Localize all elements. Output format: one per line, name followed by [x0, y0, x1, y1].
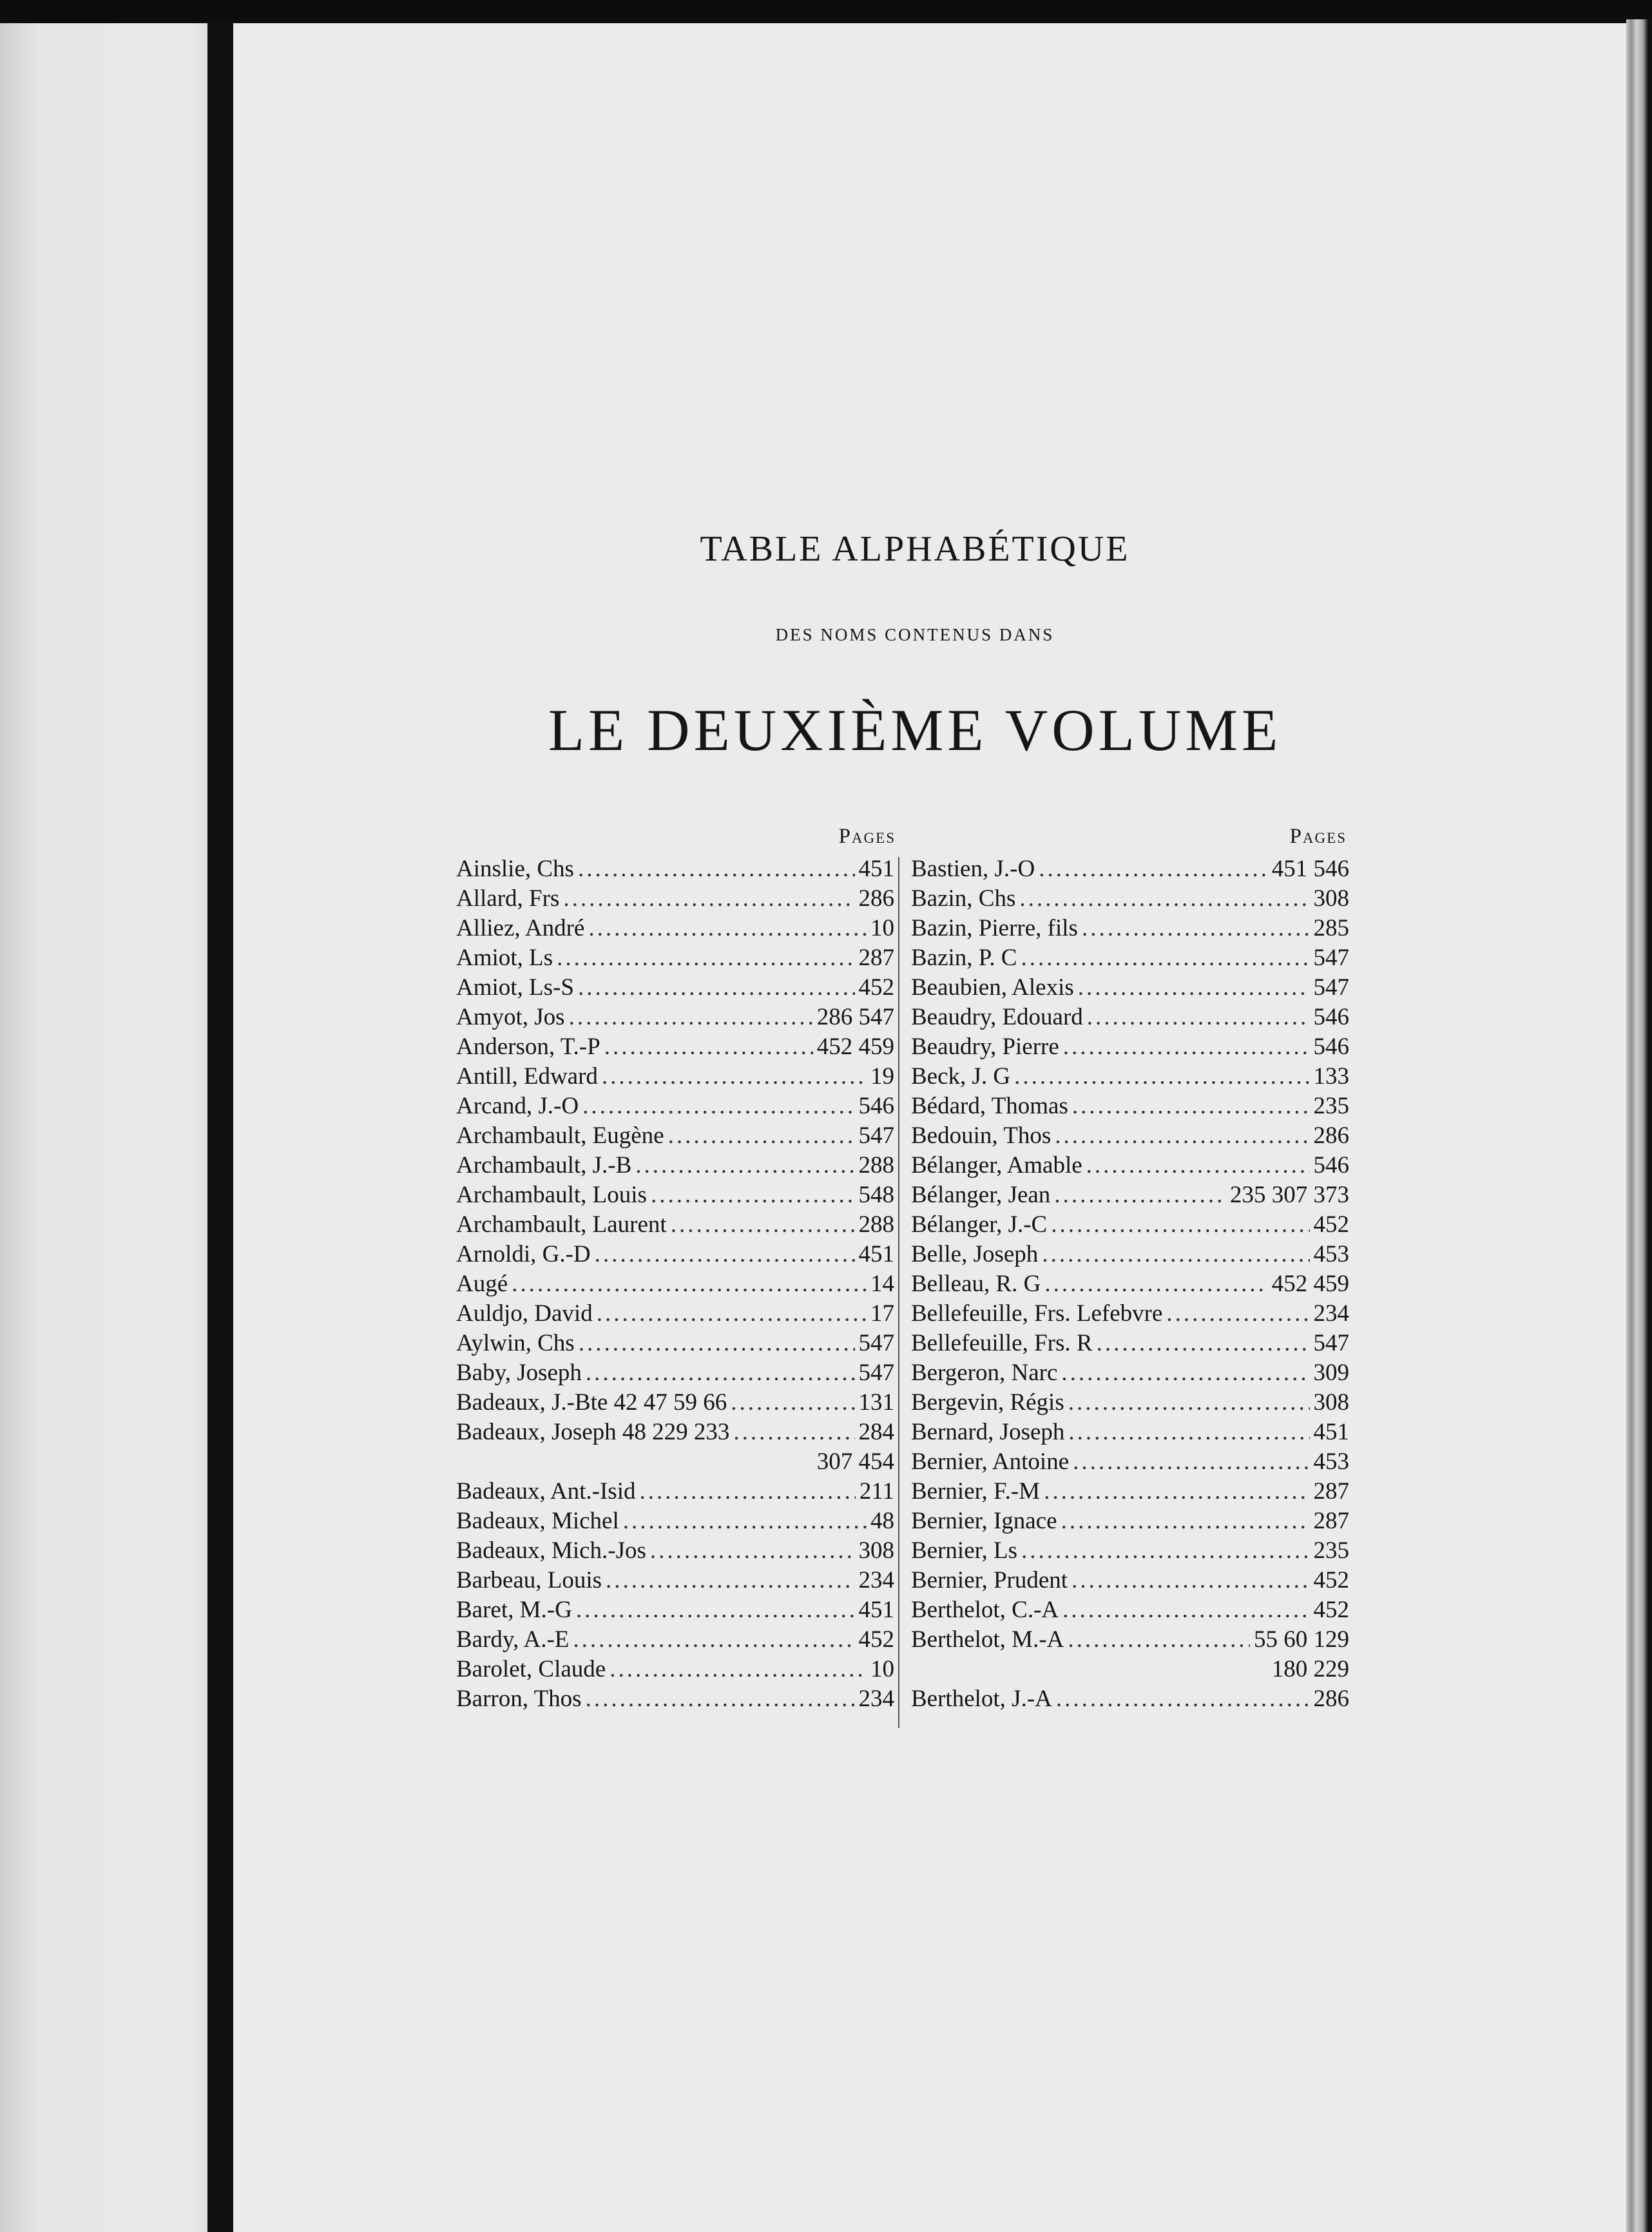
entry-pages: 131 — [858, 1389, 894, 1416]
index-entry — [456, 943, 894, 973]
dot-leader — [733, 1418, 854, 1447]
dot-leader — [606, 1566, 854, 1595]
index-entry — [911, 1329, 1349, 1358]
entry-pages: 452 459 — [816, 1034, 894, 1060]
entry-name: Amyot, Jos — [456, 1004, 565, 1030]
entry-name: Bedouin, Thos — [911, 1122, 1052, 1149]
entry-pages: 452 — [1313, 1567, 1349, 1593]
entry-name: Alliez, André — [456, 915, 585, 941]
entry-pages: 453 — [1313, 1241, 1349, 1267]
entry-name: Augé — [456, 1271, 508, 1297]
entry-name: Bazin, P. C — [911, 945, 1017, 971]
index-entry — [456, 1388, 894, 1418]
index-entry — [456, 1210, 894, 1240]
index-entry — [456, 1566, 894, 1595]
entry-name: Arcand, J.-O — [456, 1093, 579, 1119]
dot-leader — [1014, 1062, 1309, 1092]
index-entry — [456, 1003, 894, 1032]
dot-leader — [557, 943, 854, 973]
index-entry — [456, 1655, 894, 1684]
entry-name: Archambault, Eugène — [456, 1122, 664, 1149]
dot-leader — [1097, 1329, 1310, 1358]
dot-leader — [579, 1329, 855, 1358]
entry-name: Bazin, Chs — [911, 885, 1016, 912]
entry-pages: 547 — [1313, 1330, 1349, 1356]
entry-name: Badeaux, Ant.-Isid — [456, 1478, 636, 1505]
dot-leader — [578, 973, 855, 1003]
entry-name: Berthelot, J.-A — [911, 1686, 1052, 1712]
document-subtitle: DES NOMS CONTENUS DANS — [775, 625, 1055, 644]
dot-leader — [586, 1358, 855, 1388]
index-entry — [911, 1595, 1349, 1625]
entry-name: Beaudry, Edouard — [911, 1004, 1083, 1030]
index-entry — [456, 973, 894, 1003]
entry-pages: 547 — [1313, 945, 1349, 971]
index-entry — [911, 1625, 1349, 1655]
dot-leader — [1061, 1358, 1309, 1388]
entry-pages: 451 — [858, 1597, 894, 1623]
dot-leader — [1051, 1210, 1309, 1240]
index-entry — [456, 1151, 894, 1180]
index-entry — [456, 1299, 894, 1329]
entry-pages: 546 — [858, 1093, 894, 1119]
index-entry — [911, 943, 1349, 973]
dot-leader — [1044, 1477, 1309, 1506]
index-entry — [911, 1447, 1349, 1477]
entry-name: Archambault, Louis — [456, 1182, 647, 1208]
dot-leader — [604, 1032, 813, 1062]
entry-pages: 453 — [1313, 1448, 1349, 1475]
entry-name: Baret, M.-G — [456, 1597, 572, 1623]
entry-name: Belle, Joseph — [911, 1241, 1039, 1267]
dot-leader — [1071, 1566, 1309, 1595]
entry-pages: 548 — [858, 1182, 894, 1208]
dot-leader — [586, 1684, 855, 1714]
entry-pages: 451 — [858, 1241, 894, 1267]
index-entry — [911, 973, 1349, 1003]
entry-pages: 235 — [1313, 1537, 1349, 1564]
entry-pages: 546 — [1313, 1152, 1349, 1179]
entry-name: Barbeau, Louis — [456, 1567, 602, 1593]
entry-name: Arnoldi, G.-D — [456, 1241, 591, 1267]
entry-name: Badeaux, J.-Bte 42 47 59 66 — [456, 1389, 727, 1416]
dot-leader — [639, 1477, 855, 1506]
dot-leader — [588, 914, 867, 943]
entry-pages: 285 — [1313, 915, 1349, 941]
entry-name: Bélanger, Amable — [911, 1152, 1082, 1179]
index-entry — [456, 1536, 894, 1566]
entry-name: Anderson, T.-P — [456, 1034, 600, 1060]
dot-leader — [1086, 1151, 1310, 1180]
index-entry — [911, 1062, 1349, 1092]
entry-name: Antill, Edward — [456, 1063, 598, 1090]
index-entry — [911, 1092, 1349, 1121]
entry-pages: 10 — [870, 1656, 894, 1682]
entry-pages: 547 — [1313, 974, 1349, 1001]
entry-name: Badeaux, Michel — [456, 1508, 619, 1534]
entry-name: Auldjo, David — [456, 1300, 593, 1327]
dot-leader — [668, 1121, 855, 1151]
book-spine — [207, 19, 233, 2232]
index-entry — [456, 1595, 894, 1625]
index-entry — [911, 1299, 1349, 1329]
entry-pages: 308 — [858, 1537, 894, 1564]
entry-name: Bastien, J.-O — [911, 856, 1035, 882]
index-entry — [456, 1329, 894, 1358]
index-entry — [456, 1506, 894, 1536]
entry-name: Barron, Thos — [456, 1686, 582, 1712]
index-entry — [456, 1358, 894, 1388]
entry-pages: 235 — [1313, 1093, 1349, 1119]
dot-leader — [1078, 973, 1310, 1003]
index-entry — [911, 1506, 1349, 1536]
entry-pages: 452 459 — [1271, 1271, 1349, 1297]
entry-name: Beaubien, Alexis — [911, 974, 1074, 1001]
dot-leader — [1082, 914, 1310, 943]
dot-leader — [1068, 1625, 1250, 1655]
entry-pages: 451 546 — [1271, 856, 1349, 882]
entry-pages: 19 — [870, 1063, 894, 1090]
index-entry — [911, 1210, 1349, 1240]
index-entry — [456, 1062, 894, 1092]
index-entry — [456, 1092, 894, 1121]
dot-leader — [1061, 1506, 1310, 1536]
pages-header-left: Pages — [838, 825, 896, 848]
entry-pages: 286 547 — [816, 1004, 894, 1030]
entry-pages: 287 — [858, 945, 894, 971]
entry-pages: 55 60 129 — [1254, 1626, 1349, 1653]
dot-leader — [602, 1062, 867, 1092]
entry-name: Badeaux, Mich.-Jos — [456, 1537, 646, 1564]
entry-pages: 286 — [1313, 1686, 1349, 1712]
entry-name: Bellefeuille, Frs. R — [911, 1330, 1093, 1356]
dot-leader — [1073, 1447, 1309, 1477]
index-entry — [456, 1180, 894, 1210]
dot-leader — [651, 1180, 855, 1210]
entry-name: Amiot, Ls-S — [456, 974, 574, 1001]
index-entry — [456, 1418, 894, 1447]
entry-name: Bernier, Antoine — [911, 1448, 1070, 1475]
dot-leader — [1021, 943, 1309, 973]
entry-pages: 452 — [858, 1626, 894, 1653]
index-entry — [911, 1684, 1349, 1714]
dot-leader — [1166, 1299, 1309, 1329]
dot-leader — [650, 1536, 855, 1566]
entry-pages: 547 — [858, 1122, 894, 1149]
index-entry — [456, 1625, 894, 1655]
index-entry — [456, 884, 894, 914]
index-entry — [911, 1240, 1349, 1269]
page-right-edge — [1626, 19, 1652, 2232]
dot-leader — [1039, 854, 1268, 884]
entry-name: Bernier, Ls — [911, 1537, 1017, 1564]
entry-pages: 309 — [1313, 1360, 1349, 1386]
index-entry — [911, 1566, 1349, 1595]
dot-leader — [576, 1595, 855, 1625]
entry-name: Archambault, Laurent — [456, 1211, 667, 1238]
entry-pages: 48 — [870, 1508, 894, 1534]
dot-leader — [731, 1388, 854, 1418]
entry-name: Bernier, Prudent — [911, 1567, 1068, 1593]
entry-pages: 234 — [858, 1567, 894, 1593]
index-entry — [911, 1003, 1349, 1032]
entry-name: Bergevin, Régis — [911, 1389, 1064, 1416]
index-entry — [456, 1032, 894, 1062]
pages-header-right: Pages — [1289, 825, 1347, 848]
entry-pages: 17 — [870, 1300, 894, 1327]
dot-leader — [1021, 1536, 1310, 1566]
document-title: TABLE ALPHABÉTIQUE — [700, 529, 1130, 569]
index-entry — [911, 1655, 1349, 1684]
index-entry — [911, 914, 1349, 943]
dot-leader — [597, 1299, 867, 1329]
index-entry — [911, 1180, 1349, 1210]
dot-leader — [563, 884, 854, 914]
dot-leader — [582, 1092, 854, 1121]
scan-top-border — [0, 0, 1652, 23]
entry-pages: 10 — [870, 915, 894, 941]
entry-name: Belleau, R. G — [911, 1271, 1041, 1297]
dot-leader — [573, 1625, 854, 1655]
entry-pages: 451 — [1313, 1419, 1349, 1445]
entry-pages: 211 — [859, 1478, 894, 1505]
entry-name: Bélanger, J.-C — [911, 1211, 1048, 1238]
column-divider — [898, 857, 899, 1728]
index-entry — [911, 1269, 1349, 1299]
dot-leader — [1044, 1269, 1267, 1299]
dot-leader — [635, 1151, 854, 1180]
dot-leader — [671, 1210, 855, 1240]
entry-name: Bélanger, Jean — [911, 1182, 1051, 1208]
dot-leader — [578, 854, 855, 884]
index-entry — [911, 1418, 1349, 1447]
dot-leader — [1054, 1180, 1226, 1210]
index-entry — [911, 1151, 1349, 1180]
entry-name: Bernier, Ignace — [911, 1508, 1057, 1534]
entry-pages: 288 — [858, 1152, 894, 1179]
entry-pages: 452 — [1313, 1211, 1349, 1238]
entry-name: Bernard, Joseph — [911, 1419, 1065, 1445]
dot-leader — [1056, 1684, 1310, 1714]
entry-pages: 234 — [1313, 1300, 1349, 1327]
dot-leader — [610, 1655, 867, 1684]
index-entry — [456, 1684, 894, 1714]
dot-leader — [1087, 1003, 1310, 1032]
dot-leader — [1055, 1121, 1309, 1151]
volume-title: LE DEUXIÈME VOLUME — [548, 697, 1282, 763]
index-entry — [911, 1536, 1349, 1566]
entry-name: Berthelot, M.-A — [911, 1626, 1064, 1653]
index-entry — [456, 1121, 894, 1151]
entry-name: Badeaux, Joseph 48 229 233 — [456, 1419, 730, 1445]
dot-leader — [1042, 1240, 1309, 1269]
entry-pages: 180 229 — [1271, 1656, 1349, 1682]
entry-name: Beaudry, Pierre — [911, 1034, 1059, 1060]
entry-name: Bédard, Thomas — [911, 1093, 1068, 1119]
entry-pages: 451 — [858, 856, 894, 882]
entry-pages: 308 — [1313, 1389, 1349, 1416]
entry-pages: 547 — [858, 1360, 894, 1386]
index-entry — [456, 1447, 894, 1477]
entry-name: Aylwin, Chs — [456, 1330, 575, 1356]
entry-name: Bardy, A.-E — [456, 1626, 570, 1653]
index-entry — [911, 1477, 1349, 1506]
index-column-right — [911, 854, 1349, 1714]
index-entry — [911, 884, 1349, 914]
entry-name: Archambault, J.-B — [456, 1152, 632, 1179]
entry-pages: 286 — [1313, 1122, 1349, 1149]
dot-leader — [595, 1240, 855, 1269]
index-entry — [456, 1240, 894, 1269]
entry-pages: 452 — [1313, 1597, 1349, 1623]
index-entry — [911, 1121, 1349, 1151]
index-entry — [456, 914, 894, 943]
entry-pages: 307 454 — [816, 1448, 894, 1475]
entry-pages: 546 — [1313, 1004, 1349, 1030]
dot-leader — [512, 1269, 867, 1299]
index-entry — [456, 854, 894, 884]
entry-pages: 287 — [1313, 1508, 1349, 1534]
entry-pages: 452 — [858, 974, 894, 1001]
entry-name: Beck, J. G — [911, 1063, 1011, 1090]
entry-name: Amiot, Ls — [456, 945, 553, 971]
entry-pages: 546 — [1313, 1034, 1349, 1060]
entry-pages: 286 — [858, 885, 894, 912]
dot-leader — [569, 1003, 813, 1032]
entry-pages: 234 — [858, 1686, 894, 1712]
index-entry — [911, 1032, 1349, 1062]
dot-leader — [1063, 1032, 1310, 1062]
dot-leader — [1072, 1092, 1310, 1121]
entry-name: Bellefeuille, Frs. Lefebvre — [911, 1300, 1163, 1327]
index-entry — [456, 1477, 894, 1506]
entry-pages: 133 — [1313, 1063, 1349, 1090]
entry-pages: 547 — [858, 1330, 894, 1356]
entry-name: Barolet, Claude — [456, 1656, 606, 1682]
dot-leader — [623, 1506, 867, 1536]
index-entry — [911, 1388, 1349, 1418]
entry-name: Berthelot, C.-A — [911, 1597, 1059, 1623]
entry-pages: 235 307 373 — [1230, 1182, 1349, 1208]
index-column-left — [456, 854, 894, 1714]
entry-pages: 288 — [858, 1211, 894, 1238]
entry-name: Bernier, F.-M — [911, 1478, 1041, 1505]
entry-name: Bazin, Pierre, fils — [911, 915, 1078, 941]
entry-pages: 308 — [1313, 885, 1349, 912]
entry-name: Allard, Frs — [456, 885, 560, 912]
entry-name: Ainslie, Chs — [456, 856, 574, 882]
entry-pages: 284 — [858, 1419, 894, 1445]
dot-leader — [1019, 884, 1309, 914]
dot-leader — [1062, 1595, 1309, 1625]
entry-name: Baby, Joseph — [456, 1360, 582, 1386]
index-entry — [911, 1358, 1349, 1388]
dot-leader — [1068, 1418, 1309, 1447]
index-entry — [911, 854, 1349, 884]
entry-pages: 14 — [870, 1271, 894, 1297]
dot-leader — [1068, 1388, 1310, 1418]
index-entry — [456, 1269, 894, 1299]
entry-pages: 287 — [1313, 1478, 1349, 1505]
entry-name: Bergeron, Narc — [911, 1360, 1058, 1386]
